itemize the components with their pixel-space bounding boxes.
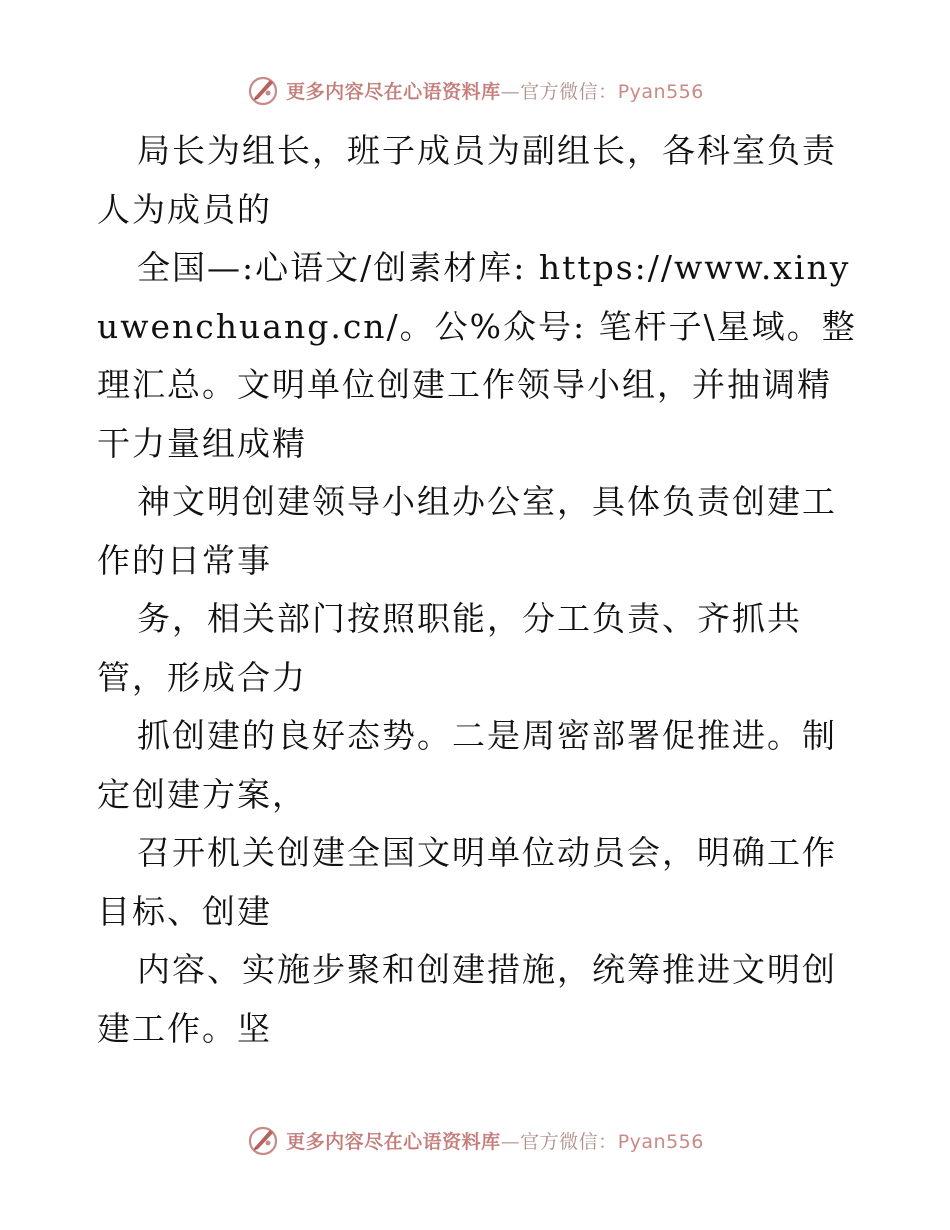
header-banner <box>0 70 950 110</box>
banner-wechat-label: 官方微信： <box>520 1130 618 1153</box>
banner-wechat-id: Pyan556 <box>617 1130 704 1153</box>
banner-dash: — <box>500 1130 521 1153</box>
paragraph: 神文明创建领导小组办公室，具体负责创建工作的日常事 <box>97 482 837 580</box>
banner-text <box>286 77 704 104</box>
footer-banner <box>0 1120 950 1160</box>
quill-logo-icon <box>246 73 280 107</box>
paragraph: 局长为组长，班子成员为副组长，各科室负责人为成员的 <box>97 131 837 229</box>
paragraph: 全国—:心语文/创素材库: https://www.xinyuwenchuang.cn/。公%众号: 笔杆子\星域。整理汇总。文明单位创建工作领导小组，并抽调精干力量组成精 <box>97 248 857 463</box>
banner-site-name: 更多内容尽在心语资料库 <box>286 1130 501 1153</box>
quill-logo-icon <box>246 1123 280 1157</box>
banner-text <box>286 1127 704 1154</box>
document-body <box>97 122 857 1058</box>
paragraph: 务，相关部门按照职能，分工负责、齐抓共管，形成合力 <box>97 599 802 697</box>
banner-wechat-label: 官方微信： <box>520 80 618 103</box>
banner-dash: — <box>500 80 521 103</box>
banner-site-name: 更多内容尽在心语资料库 <box>286 80 501 103</box>
paragraph: 抓创建的良好态势。二是周密部署促推进。制定创建方案， <box>97 716 837 814</box>
paragraph: 召开机关创建全国文明单位动员会，明确工作目标、创建 <box>97 833 837 931</box>
banner-wechat-id: Pyan556 <box>617 80 704 103</box>
paragraph: 内容、实施步聚和创建措施，统筹推进文明创建工作。坚 <box>97 950 837 1048</box>
